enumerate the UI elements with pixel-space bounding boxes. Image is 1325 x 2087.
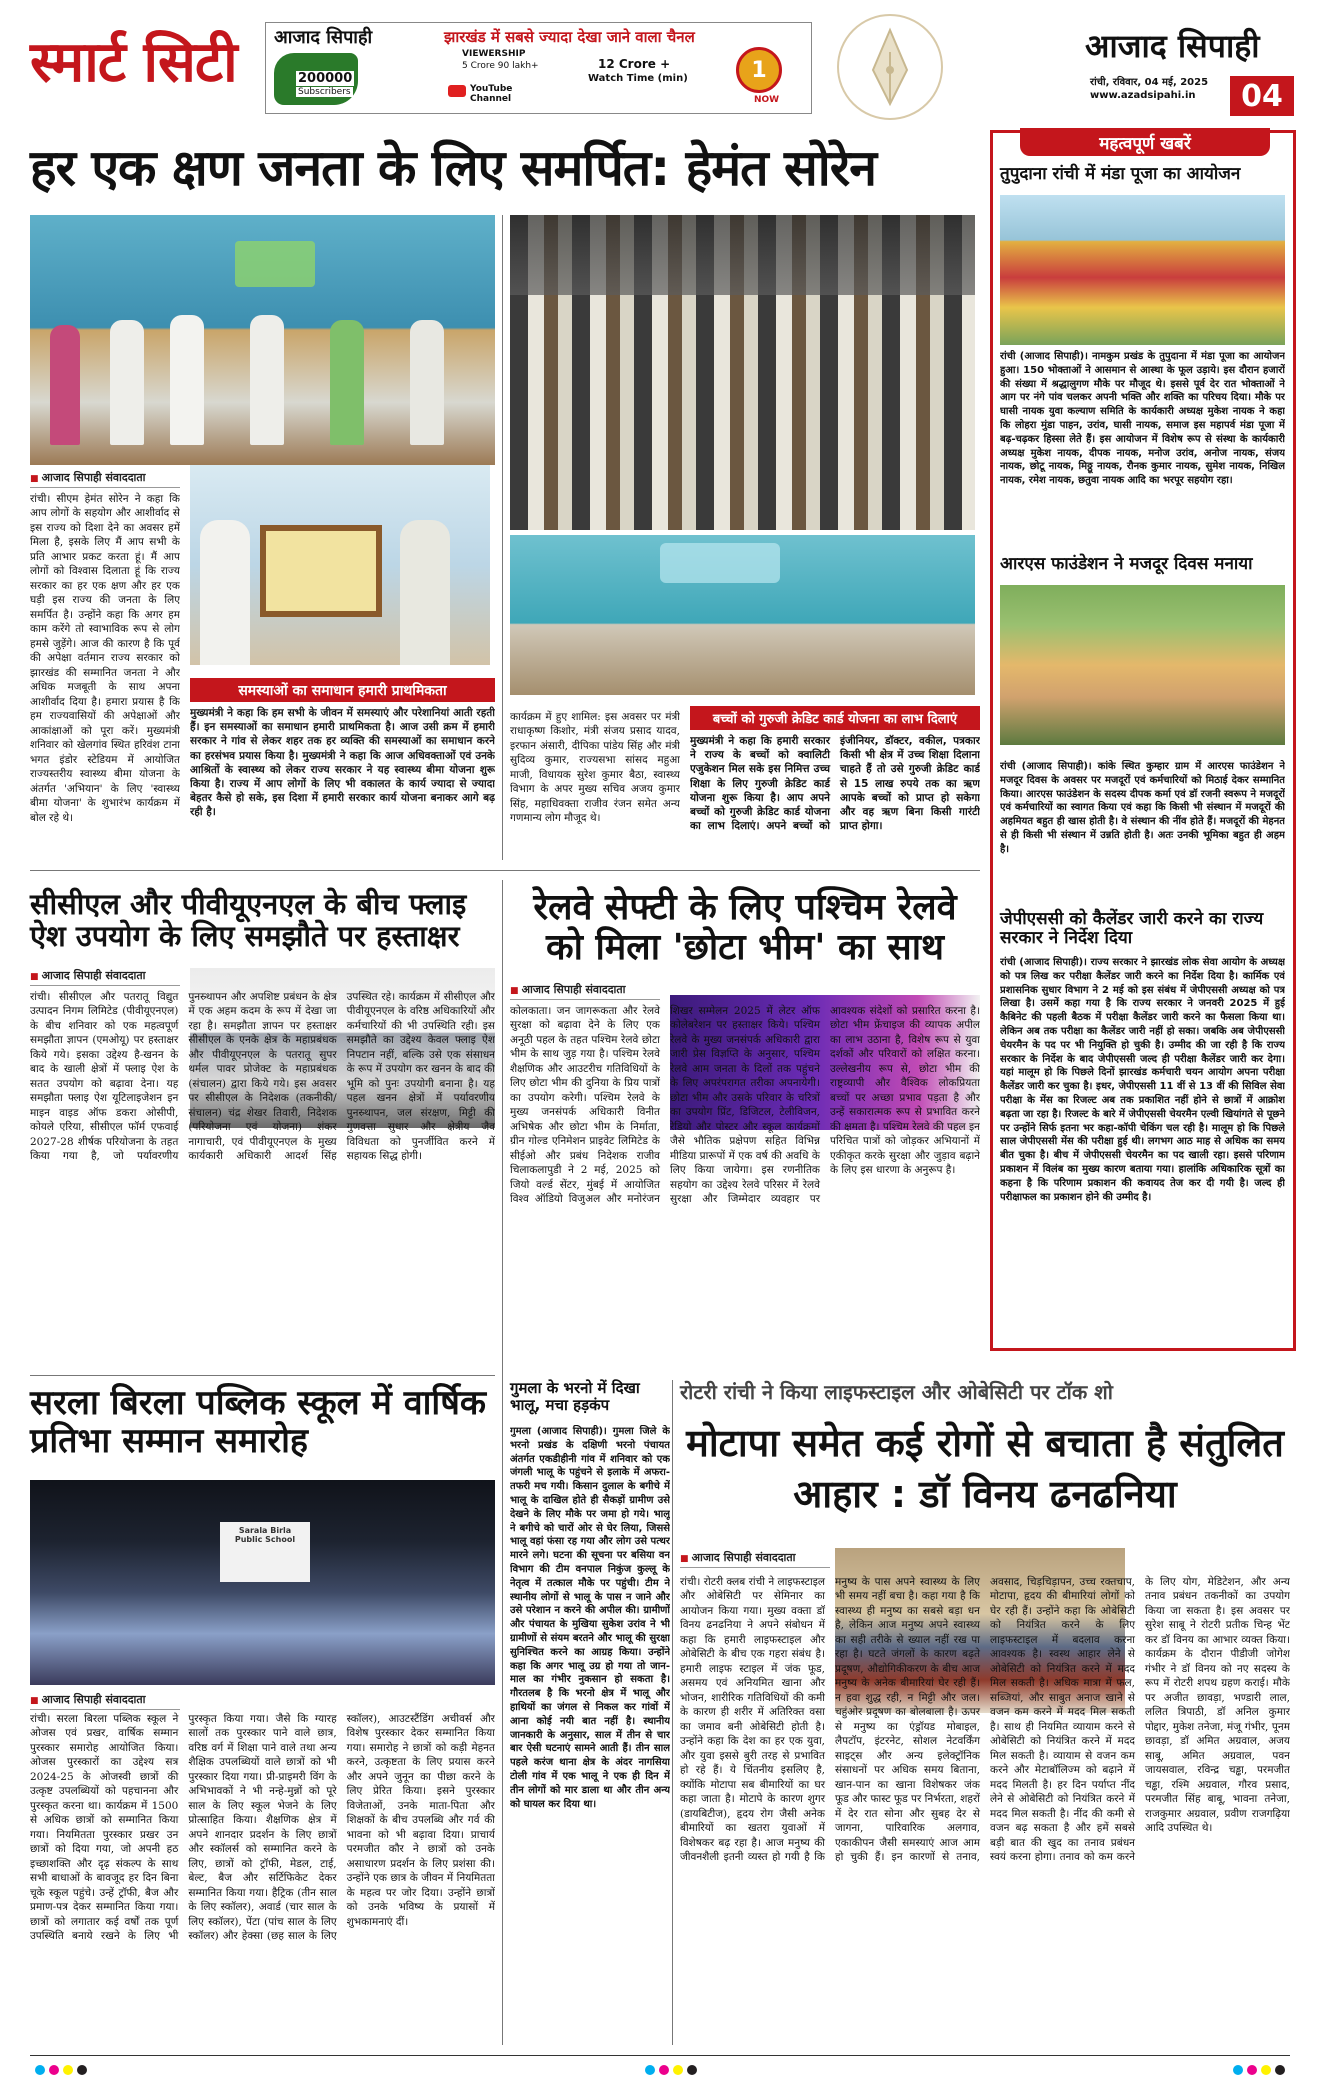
ad-brand: आजाद सिपाही [274,27,373,48]
rank-badge-icon [736,47,782,93]
school-body: रांची। सरला बिरला पब्लिक स्कूल ने ओजस एवं प्रखर, वार्षिक सम्मान पुरस्कार समारोह आयोजित किया। ओजस पुरस्कारों का उद्देश्य सत्र 2024-25 के ओजस्वी छात्रों की उत्कृष्ट उपलब्धियों को पहचानना और पुरस्कृत करना था। कार्यक्रम में 1500 से अधिक छात्रों को सम्मानित किया गया। नियमितता पुरस्कार प्रखर उन छात्रों को दिया गया, जो अपनी हठ इच्छाशक्ति और दृढ़ संकल्प के साथ सभी बाधाओं के बावजूद हर दिन बिना चूके स्कूल पहुंचे। उन्हें ट्रॉफी, बैज और प्रमाण-पत्र देकर सम्मानित किया गया। छात्रों को लगातार कई वर्षों तक पूर्ण उपस्थिति बनाये रखने के लिए भी पुरस्कृत किया गया। जैसे कि ग्यारह सालों तक पुरस्कार पाने वाले छात्र, वरिष्ठ वर्ग में शिक्षा पाने वाले तथा अन्य शैक्षिक उपलब्धियों वाले छात्रों को भी पुरस्कार दिया गया। प्री-प्राइमरी विंग के अभिभावकों ने भी नन्हे-मुन्नों को पूरे साल के लिए स्कूल भेजने के लिए प्रोत्साहित किया। शैक्षणिक क्षेत्र में अपने शानदार प्रदर्शन के लिए छात्रों और स्कॉलर्स को सम्मानित करने के लिए, छात्रों को ट्रॉफी, मेडल, टाई, बेल्ट, बैज और सर्टिफिकेट देकर सम्मानित किया गया। हैट्रिक (तीन साल के लिए स्कॉलर), अवार्ड (चार साल के लिए स्कॉलर), पेंटा (पांच साल के लिए स्कॉलर) और हेक्सा (छह साल के लिए स्कॉलर), आउटस्टैंडिंग अचीवर्स और विशेष पुरस्कार देकर सम्मानित किया गया। समारोह ने छात्रों को कड़ी मेहनत करने, उत्कृष्टता के लिए प्रयास करने और अपने जुनून का पीछा करने के लिए प्रेरित किया। इसने पुरस्कार विजेताओं, उनके माता-पिता और शिक्षकों के बीच उपलब्धि और गर्व की भावना को भी बढ़ावा दिया। प्राचार्य परमजीत कौर ने छात्रों को उनके असाधारण प्रदर्शन के लिए प्रशंसा की। उन्होंने एक छात्र के जीवन में नियमितता के महत्व पर जोर दिया। उन्होंने छात्रों को उनके भविष्य के प्रयासों में शुभकामनाएं दीं। [30,1713,495,1943]
ad-youtube-label: YouTube Channel [470,84,513,104]
sidebar-item-body: रांची (आजाद सिपाही)। राज्य सरकार ने झारखंड लोक सेवा आयोग के अध्यक्ष को पत्र लिख कर परीक्षा कैलेंडर जारी करने का निर्देश दिया है। कार्मिक एवं प्रशासनिक सुधार विभाग ने 2 मई को इस संबंध में जेपीएससी अध्यक्ष को पत्र लिखा है। उसमें कहा गया है कि राज्य सरकार ने जनवरी 2025 में हुई कैबिनेट की पहली बैठक में परीक्षा कैलेंडर जारी करने का फैसला किया था। लेकिन अब तक परीक्षा का कैलेंडर जारी नहीं हो सका। जबकि अब जेपीएससी चेयरमैन के पद पर भी नियुक्ति हो चुकी है। उम्मीद की जा रही है कि राज्य सरकार के निर्देश के बाद जेपीएससी जल्द ही परीक्षा कैलेंडर जारी कर देगा। यहां मालूम हो कि पिछले दिनों झारखंड कर्मचारी चयन आयोग अपना परीक्षा कैलेंडर जारी कर चुका है। इधर, जेपीएससी 11 वीं से 13 वीं की सिविल सेवा परीक्षा के मेंस का रिजल्ट अब तक प्रकाशित नहीं होने से छात्रों में आक्रोश बढ़ता जा रहा है। रिजल्ट के बारे में जेपीएससी चेयरमैन एल्वी खियांगते से पूछने पर उन्होंने सिर्फ इतना भर कहा-कॉपी चेकिंग चल रही है। मालूम हो कि पिछले साल जेपीएससी मेंस की परीक्षा हुई थी। लगभग आठ माह से अधिक का समय बीत चुका है। बीच में जेपीएससी चेयरमैन का पद खाली रहा। इससे परिणाम प्रकाशन में विलंब का मुख्य कारण बताया गया। हालांकि अधिकारिक सूत्रों का कहना है कि परिणाम प्रकाशन की कवायद तेज कर दी गयी है। जल्द ही परीक्षाफल का प्रकाशन होने की उम्मीद है। [1000,957,1285,1203]
school-banner [220,1522,310,1582]
color-registration-marks [30,2062,1290,2076]
ccl-body: रांची। सीसीएल और पतरातू विद्युत उत्पादन निगम लिमिटेड (पीवीयूएनएल) के बीच शनिवार को एक महत्वपूर्ण समझौता ज्ञापन (एमओयू) पर हस्ताक्षर किये गये। इसका उद्देश्य है-खनन के बाद के खाली क्षेत्रों में फ्लाइ ऐश के सतत उपयोग को बढ़ावा देना। यह समझौता फ्लाइ ऐश यूटिलाइजेशन इन माइन वाइड ऑफ डकरा ओसीपी, कोयले एरिया, सीसीएल फॉर्म एफवाई 2027-28 शीर्षक परियोजना के तहत किया गया है, जो पर्यावरणीय पुनस्र्थापन और अपशिष्ट प्रबंधन के क्षेत्र में एक अहम कदम के रूप में देखा जा रहा है। समझौता ज्ञापन पर हस्ताक्षर सीसीएल के एनके क्षेत्र के महाप्रबंधक और पीवीयूएनएल के पतरातू सुपर थर्मल पावर प्रोजेक्ट के महाप्रबंधक (संचालन) द्वारा किये गये। इस अवसर पर सीसीएल के निदेशक (तकनीकी/संचालन) चंद्र शेखर तिवारी, निदेशक (परियोजना एवं योजना) शंकर नागाचारी, एवं पीवीयूएनएल के मुख्य कार्यकारी अधिकारी आदर्श सिंह उपस्थित रहे। कार्यक्रम में सीसीएल और पीवीयूएनएल के वरिष्ठ अधिकारियों और कर्मचारियों की भी उपस्थिति रही। इस समझौते का उद्देश्य केवल फ्लाइ ऐश निपटान नहीं, बल्कि उसे एक संसाधन के रूप में उपयोग कर खनन के बाद की भूमि को पुनः उपयोगी बनाना है। यह पहल खनन क्षेत्रों में पर्यावरणीय पुनस्र्थापन, जल संरक्षण, मिट्टी की गुणवत्ता सुधार और क्षेत्रीय जैव विविधता को पुनर्जीवित करने में सहायक सिद्ध होगी। [30,991,495,1163]
ad-viewership-value: 5 Crore 90 lakh+ [462,61,539,71]
school-banner-label: Sarala Birla Public School [234,1526,296,1544]
separator [502,215,503,860]
lead-highlight-title: समस्याओं का समाधान हमारी प्राथमिकता [190,678,495,702]
ad-viewership-label: VIEWERSHIP [462,49,526,59]
bear-body: गुमला (आजाद सिपाही)। गुमला जिले के भरनो प्रखंड के दक्षिणी भरनो पंचायत अंतर्गत एकडीहीनी गांव में शनिवार को एक जंगली भालू के पहुंचने से इलाके में अफरा-तफरी मच गयी। किसान दुलाल के बगीचे में भालू के दाखिल होते ही सैकड़ों ग्रामीण उसे देखने के लिए मौके पर जमा हो गये। भालू ने बगीचे को चारों ओर से घेर लिया, जिससे भालू वहां फंसा रह गया और लोग उसे पत्थर मारने लगे। घटना की सूचना पर बसिया वन विभाग की टीम वनपाल निकुंज कुल्लू के नेतृत्व में तत्काल मौके पर पहुंची। टीम ने स्थानीय लोगों से भालू के पास न जाने और उसे परेशान न करने की अपील की। ग्रामीणों और पंचायत के मुखिया सुकेश उरांव ने भी ग्रामीणों से संयम बरतने और भालू की सुरक्षा सुनिश्चित करने का आग्रह किया। उन्होंने कहा कि अगर भालू उग्र हो गया तो जान-माल का गंभीर नुकसान हो सकता है। गौरतलब है कि भरनो क्षेत्र में भालू और हाथियों का जंगल से निकल कर गांवों में आना कोई नयी बात नहीं है। स्थानीय जानकारी के अनुसार, साल में तीन से चार बार ऐसी घटनाएं सामने आती हैं। तीन साल पहले करंज थाना क्षेत्र के अंदर नागसिया टोली गांव में एक भालू ने एक ही दिन में तीन लोगों को मार डाला था और तीन अन्य को घायल कर दिया था। [510,1426,670,1810]
ad-watch-label: Watch Time (min) [588,73,688,84]
sidebar-item-body: रांची (आजाद सिपाही)। नामकुम प्रखंड के तुपुदाना में मंडा पूजा का आयोजन हुआ। 150 भोक्ताओं ने आसमान से आस्था के फूल उड़ाये। इस दौरान हजारों की संख्या में श्रद्धालुगण मौके पर मौजूद थे। इससे पूर्व देर रात भोक्ताओं ने आग पर नंगे पांव चलकर अपनी भक्ति और शक्ति का परिचय दिया। मौके पर घासी नायक युवा कल्याण समिति के कार्यकारी अध्यक्ष मुकेश नायक ने कहा कि लोहरा मुंडा पाहन, उरांव, घासी नायक, समाज इस महापर्व मंडा पूजा में बढ़-चढ़कर हिस्सा लेते हैं। इस आयोजन में विशेष रूप से संस्था के कार्यकारी अध्यक्ष मुकेश नायक, दीपक नायक, मनोज उरांव, अनोज नायक, संजय नायक, छोटू नायक, मिठ्ठू नायक, रौनक कुमार नायक, सुमेश नायक, निखिल नायक, रमेश नायक, छतुवा नायक आदि का भरपूर सहयोग रहा। [1000,351,1285,487]
lead-attendees: कार्यक्रम में हुए शामिल: इस अवसर पर मंत्री राधाकृष्ण किशोर, मंत्री संजय प्रसाद यादव, इरफान अंसारी, दीपिका पांडेय सिंह और मंत्री सुदिव्य कुमार, राज्यसभा सांसद महुआ माजी, विधायक सुरेश कुमार बैठा, स्वास्थ्य विभाग के अपर मुख्य सचिव अजय कुमार सिंह, महाधिवक्ता राजीव रंजन समेत अन्य गणमान्य लोग मौजूद थे। [510,711,680,825]
sidebar-item-body: रांची (आजाद सिपाही)। कांके स्थित कुम्हार ग्राम में आरएस फाउंडेशन ने मजदूर दिवस के अवसर पर मजदूरों एवं कर्मचारियों को मिठाई देकर सम्मानित किया। आरएस फाउंडेशन के सदस्य दीपक कर्मा एवं डॉ रजनी स्वरूप ने मजदूरों एवं कर्मचारियों का स्वागत किया एवं कहा कि किसी भी संस्थान में मजदूरों की अहमियत बहुत ही खास होती है। वे संस्थान की नींव होते हैं। मजदूरों की मेहनत से ही किसी भी संस्थान में उन्नति होती है। अतः उनकी भूमिका बहुत ही अहम है। [1000,761,1285,855]
sidebar-photo-manda-puja [1000,195,1285,345]
website[interactable]: www.azadsipahi.in [1090,90,1196,101]
sidebar-header [1020,128,1270,156]
lead-highlight-body: मुख्यमंत्री ने कहा कि हम सभी के जीवन में समस्याएं और परेशानियां आती रहती हैं। इन समस्याओं का समाधान हमारी प्राथमिकता है। आज उसी क्रम में हमारी सरकार ने गांव से लेकर शहर तक हर व्यक्ति की समस्याओं का समाधान करने का हरसंभव प्रयास किया है। मुख्यमंत्री ने कहा कि आज अधिवक्ताओं एवं उनके आश्रितों के स्वास्थ्य को लेकर राज्य सरकार ने यह स्वास्थ्य बीमा योजना शुरू किया है। राज्य में आप लोगों के लिए भी वकालत के कार्य ज्यादा से ज्यादा बेहतर कैसे हो सके, इस दिशा में हमारी सरकार कार्य योजना बनाकर आगे बढ़ रही है। [190,707,495,819]
railway-byline: ■ आजाद सिपाही संवाददाता [510,982,660,1000]
section-title: स्मार्ट सिटी [30,30,237,95]
rotary-byline: ■ आजाद सिपाही संवाददाता [680,1550,830,1568]
separator [502,880,503,2045]
railway-body: कोलकाता। जन जागरूकता और रेलवे सुरक्षा को बढ़ावा देने के लिए एक अनूठी पहल के तहत पश्चिम रेलवे छोटा भीम के साथ जुड़ गया है। पश्चिम रेलवे शैक्षणिक और आउटरीच गतिविधियों के लिए छोटा भीम की दुनिया के प्रिय पात्रों का उपयोग करेगी। पश्चिम रेलवे के मुख्य जनसंपर्क अधिकारी विनीत अभिषेक और छोटा भीम के निर्माता, ग्रीन गोल्ड एनिमेशन प्राइवेट लिमिटेड के सीईओ और प्रबंध निदेशक राजीव चिलाकलापुडी ने 2 मई, 2025 को जियो वर्ल्ड सेंटर, मुंबई में आयोजित विश्व ऑडियो विजुअल और मनोरंजन शिखर सम्मेलन 2025 में लेटर ऑफ कोलेबरेशन पर हस्ताक्षर किये। पश्चिम रेलवे के मुख्य जनसंपर्क अधिकारी द्वारा जारी प्रेस विज्ञप्ति के अनुसार, पश्चिम रेलवे आम जनता के दिलों तक पहुंचने के लिए अपरंपरागत तरीका अपनायेगी। छोटा भीम और उसके परिवार के चरित्रों का उपयोग प्रिंट, डिजिटल, टेलीविजन, रेडियो और पोस्टर और स्कूल कार्यक्रमों जैसे भौतिक प्रक्षेपण सहित विभिन्न मीडिया प्रारूपों में एक वर्ष की अवधि के लिए किया जायेगा। इस रणनीतिक सहयोग का उद्देश्य रेलवे परिसर में रेलवे सुरक्षा और जिम्मेदार व्यवहार पर आवश्यक संदेशों को प्रसारित करना है। छोटा भीम फ्रेंचाइज की व्यापक अपील का लाभ उठाना है, विशेष रूप से युवा दर्शकों और परिवारों को लक्षित करना। उल्लेखनीय रूप से, छोटा भीम की राष्ट्रव्यापी और वैश्विक लोकप्रियता बच्चों पर अच्छा प्रभाव पड़ता है और उन्हें सकारात्मक रूप से प्रभावित करने की क्षमता है। पश्चिम रेलवे की पहल इन परिचित पात्रों को जोड़कर अभियानों में एकीकृत करके सुरक्षा और जुड़ाव बढ़ाने के लिए इस धारणा के अनुरूप है। [510,1005,980,1206]
separator [672,1380,673,2045]
sidebar-item-title: जेपीएससी को कैलेंडर जारी करने का राज्य सरकार ने निर्देश दिया [1000,909,1264,949]
pen-nib-icon [835,12,945,122]
ad-subscribers-value: 200000 [298,71,353,86]
railway-headline: रेलवे सेफ्टी के लिए पश्चिम रेलवे को मिला 'छोटा भीम' का साथ [533,887,957,969]
ad-download-label: NOW [754,95,780,105]
lead-photo-stage [510,535,975,695]
lead-gurujii-body: मुख्यमंत्री ने कहा कि हमारी सरकार ने राज्य के बच्चों को क्वालिटी एजुकेशन मिल सके इस निमित्त उच्च शिक्षा के लिए गुरुजी क्रेडिट कार्ड योजना शुरू किया है। आप अपने बच्चों को गुरुजी क्रेडिट कार्ड योजना का लाभ दिलाएं। अपने बच्चों को इंजीनियर, डॉक्टर, वकील, पत्रकार किसी भी क्षेत्र में उच्च शिक्षा दिलाना चाहते हैं तो उसे गुरुजी क्रेडिट कार्ड से 15 लाख रुपये तक का ऋण आपके बच्चों को प्राप्त हो सकेगा और वह ऋण बिना किसी गारंटी प्राप्त होगा। [690,735,980,833]
page-number: 04 [1230,76,1294,116]
ad-watch-value: 12 Crore + [598,57,671,71]
date-line: रांची, रविवार, 04 मई, 2025 [1090,77,1209,88]
school-byline: ■ आजाद सिपाही संवाददाता [30,1692,180,1710]
youtube-icon [448,85,466,97]
sidebar-photo-labour-day [1000,585,1285,745]
lead-gurujii-title: बच्चों को गुरुजी क्रेडिट कार्ड योजना का लाभ दिलाएं [690,706,980,730]
lead-photo-lamp-lighting [30,215,495,465]
ccl-byline: ■ आजाद सिपाही संवाददाता [30,968,180,986]
ccl-headline: सीसीएल और पीवीयूएनएल के बीच फ्लाइ ऐश उपयोग के लिए समझौते पर हस्ताक्षर [30,887,467,954]
sidebar-item-title: आरएस फाउंडेशन ने मजदूर दिवस मनाया [1000,554,1253,574]
ad-tagline: झारखंड में सबसे ज्यादा देखा जाने वाला चैनल [444,28,695,46]
ad-subscribers-label: Subscribers [298,87,351,97]
lead-byline: ■ आजाद सिपाही संवाददाता [30,470,180,488]
school-headline: सरला बिरला पब्लिक स्कूल में वार्षिक प्रतिभा सम्मान समारोह [30,1383,486,1462]
lead-body: रांची। सीएम हेमंत सोरेन ने कहा कि आप लोगों के सहयोग और आशीर्वाद से इस राज्य को दिशा देने का अवसर हमें मिला है, इसके लिए मैं आप सभी के प्रति आभार प्रकट करता हूं। मैं आप लोगों को विश्वास दिलाता हूं कि राज्य सरकार का हर एक क्षण और हर एक घड़ी इस राज्य की जनता के लिए समर्पित है। उन्होंने कहा कि अगर हम काम करेंगे तो स्वाभाविक रूप से लोग हमसे जुड़ेंगे। आज की कारण है कि पूर्व की अपेक्षा वर्तमान राज्य सरकार को झारखंड की सम्मानित जनता ने और अधिक मजबूती के साथ अपना आशीर्वाद दिया है। हमारा प्रयास है कि हम राज्यवासियों की अपेक्षाओं और आकांक्षाओं को पूरा करें। मुख्यमंत्री शनिवार को खेलगांव स्थित हरिवंश टाना भगत इंडोर स्टेडियम में आयोजित राज्यस्तरीय स्वास्थ्य बीमा योजना के अंतर्गत 'अभियान' के लिए 'स्वास्थ्य बीमा योजना' के शुभारंभ कार्यक्रम में बोल रहे थे। [30,493,180,824]
lead-photo-portrait-gift [190,465,490,665]
newspaper-name: आजाद सिपाही [1085,27,1260,65]
separator [30,1375,495,1376]
bear-headline: गुमला के भरनो में दिखा भालू, मचा हड़कंप [510,1379,640,1414]
sidebar-item-title: तुपुदाना रांची में मंडा पूजा का आयोजन [1000,164,1241,184]
footer-rule [30,2055,1290,2056]
rotary-body: रांची। रोटरी क्लब रांची ने लाइफस्टाइल और ओबेसिटी पर सेमिनार का आयोजन किया गया। मुख्य वक्ता डॉ विनय ढनढनिया ने अपने संबोधन में कहा कि हमारी लाइफस्टाइल और ओबेसिटी के बीच एक गहरा संबंध है। हमारी लाइफ स्टाइल में जंक फूड, असमय एवं अनियमित खाना और भोजन, शारीरिक गतिविधियों की कमी के कारण ही शरीर में अतिरिक्त वसा का जमाव बनी ओबेसिटी होती है। उन्होंने कहा कि देश का हर एक युवा, और युवा इससे बुरी तरह से प्रभावित हो रहे हैं। ये चिंतनीय इसलिए है, क्योंकि मोटापा सब बीमारियों का घर कहा जाता है। मोटापे के कारण शुगर (डायबिटीज), हृदय रोग जैसी अनेक बीमारियों का खतरा युवाओं में विशेषकर बढ़ रहा है। आज मनुष्य की जीवनशैली इतनी व्यस्त हो गयी है कि मनुष्य के पास अपने स्वास्थ्य के लिए भी समय नहीं बचा है। कहा गया है कि स्वास्थ्य ही मनुष्य का सबसे बड़ा धन है, लेकिन आज मनुष्य अपने स्वास्थ्य का सही तरीके से ख्याल नहीं रख पा रहा है। घटते जंगलों के कारण बढ़ते प्रदूषण, औद्योगिकीकरण के बीच आज मनुष्य के अनेक बीमारियां घेर रही हैं। न हवा शुद्ध रही, न मिट्टी और जल। चहुंओर प्रदूषण का बोलबाला है। ऊपर से मनुष्य का एंड्रॉयड मोबाइल, लैपटॉप, इंटरनेट, सोशल नेटवर्किंग साइट्स और अन्य इलेक्ट्रॉनिक संसाधनों पर अधिक समय बिताना, खान-पान का खाना विशेषकर जंक फूड और फास्ट फूड पर निर्भरता, शहरों में देर रात सोना और सुबह देर से जागना, पारिवारिक अलगाव, एकाकीपन जैसी समस्याएं आज आम हो चुकी हैं। इन कारणों से तनाव, अवसाद, चिड़चिड़ापन, उच्च रक्तचाप, मोटापा, हृदय की बीमारियां लोगों को घेर रही हैं। उन्होंने कहा कि ओबेसिटी को नियंत्रित करने के लिए लाइफस्टाइल में बदलाव करना आवश्यक है। स्वस्थ आहार लेने से ओबेसिटी को नियंत्रित करने में मदद मिल सकती है। अधिक मात्रा में फल, सब्जियां, और साबुत अनाज खाने से वजन कम करने में मदद मिल सकती है। साथ ही नियमित व्यायाम करने से ओबेसिटी को नियंत्रित करने में मदद मिल सकती है। व्यायाम से वजन कम करने और मेटाबॉलिज्म को बढ़ाने में मदद मिलती है। हर दिन पर्याप्त नींद लेने से ओबेसिटी को नियंत्रित करने में मदद मिल सकती है। नींद की कमी से वजन बढ़ सकता है और हमें सबसे बड़ी बात की खुद का तनाव प्रबंधन स्वयं करना होगा। तनाव को कम करने के लिए योग, मेडिटेशन, और अन्य तनाव प्रबंधन तकनीकों का उपयोग किया जा सकता है। इस अवसर पर सुरेश साबू ने रोटरी प्रतीक चिन्ह भेंट कर डॉ विनय का आभार व्यक्त किया। कार्यक्रम के दौरान पीडीजी जोगेश गंभीर ने डॉ विनय को नए सदस्य के रूप में रोटरी शपथ ग्रहण कराई। मौके पर अजीत छावड़ा, भण्डारी लाल, ललित त्रिपाठी, डॉ अनिल कुमार पोद्दार, मुकेश तनेजा, मंजू गंभीर, पूनम छावड़ा, डॉ अमित अग्रवाल, अजय साबू, अमित अग्रवाल, पवन जायसवाल, रविन्द्र चड्ढा, परमजीत चड्ढा, रश्मि अग्रवाल, गौरव प्रसाद, परमजीत सिंह बाबू, भावना तनेजा, राजकुमार अग्रवाल, प्रवीण राजगढ़िया आदि उपस्थित थे। [680,1576,1290,1864]
rank-badge-value: 1 [751,57,767,83]
ad-banner[interactable] [265,22,812,114]
lead-photo-gathering [510,215,975,530]
sidebar-header-label: महत्वपूर्ण खबरें [1099,133,1191,154]
rotary-headline: मोटापा समेत कई रोगों से बचाता है संतुलित आहार : डॉ विनय ढनढनिया [686,1421,1284,1517]
rotary-kicker: रोटरी रांची ने किया लाइफस्टाइल और ओबेसिटी पर टॉक शो [680,1380,1113,1404]
school-photo-ceremony [30,1480,495,1685]
separator [30,870,980,871]
lead-headline: हर एक क्षण जनता के लिए समर्पित: हेमंत सोरेन [30,139,876,197]
